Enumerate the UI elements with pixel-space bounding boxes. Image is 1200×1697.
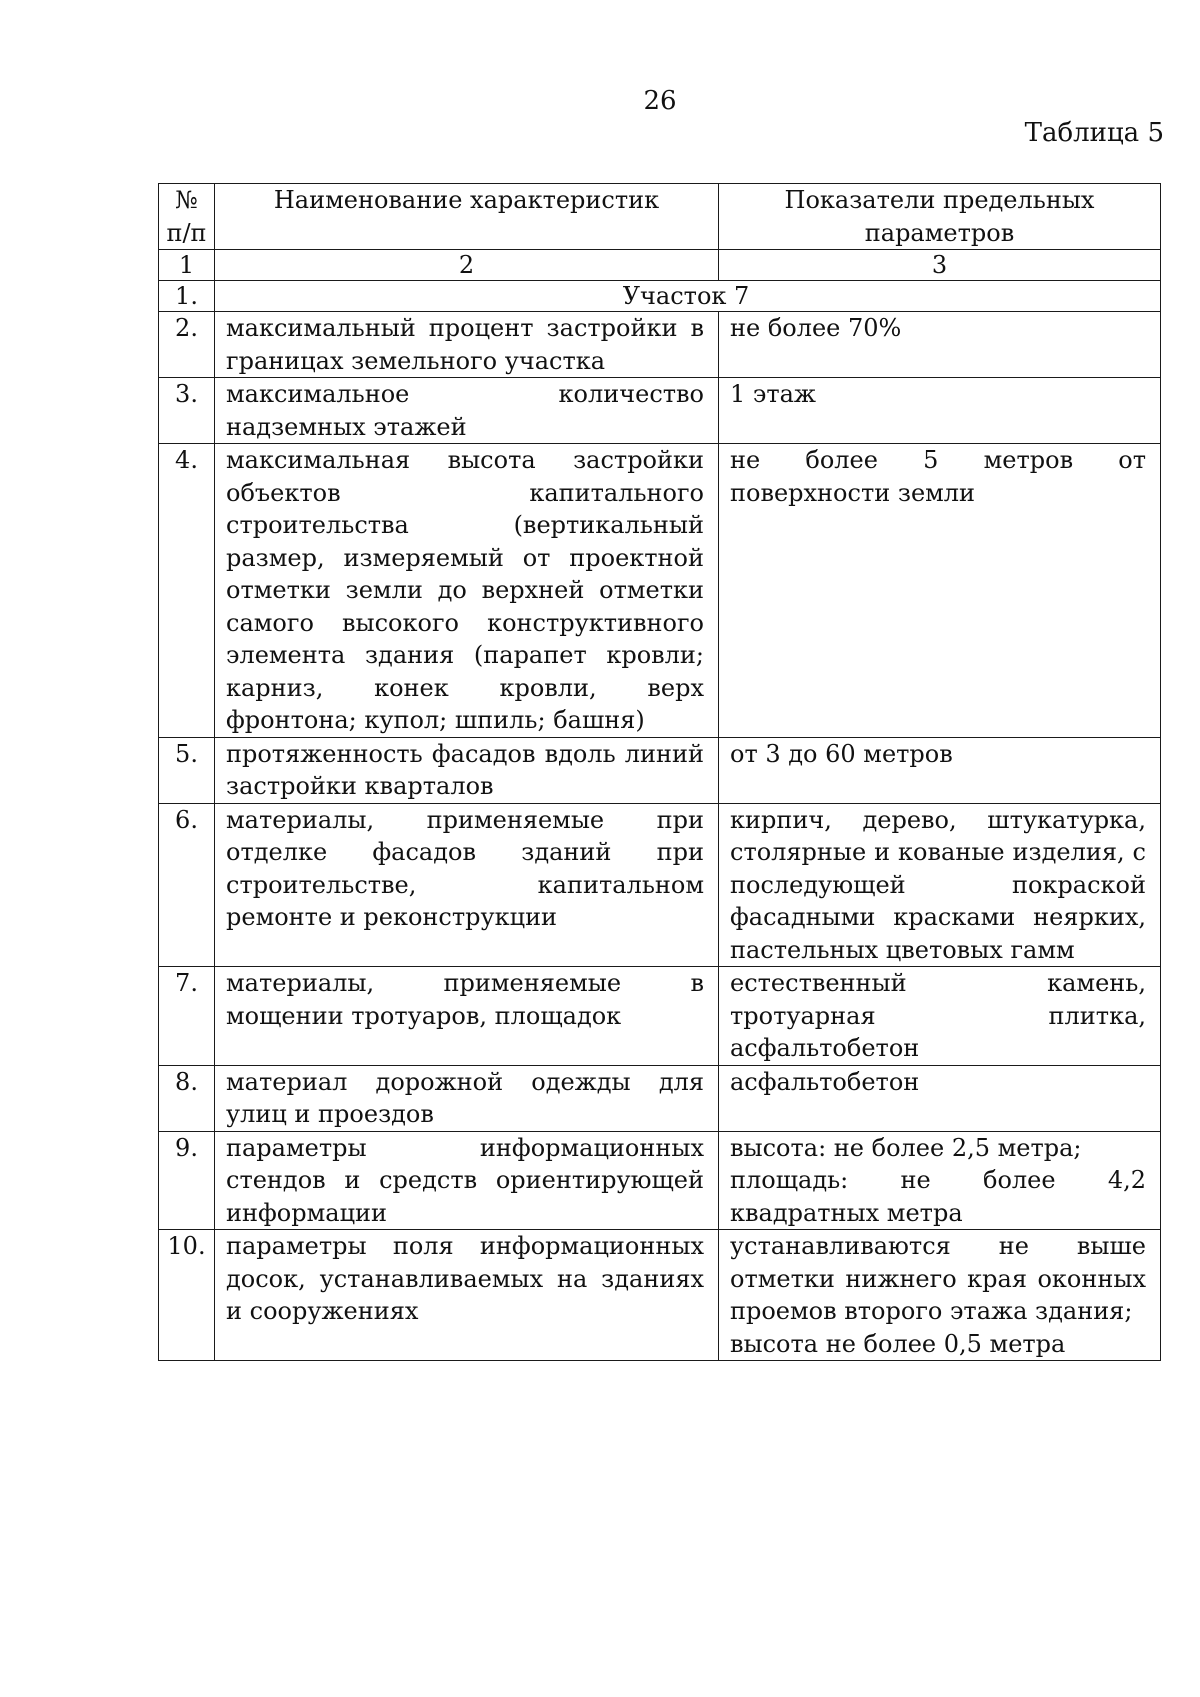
row-parameter-line: высота: не более 2,5 метра; — [730, 1133, 1082, 1162]
row-parameter — [719, 444, 1161, 738]
row-parameter-line: от 3 до 60 метров — [730, 739, 953, 768]
section-number: 1. — [159, 281, 215, 312]
page-number: 26 — [643, 86, 677, 116]
header-value-line-1: Показатели предельных — [784, 186, 1095, 214]
section-title: Участок 7 — [215, 281, 1161, 312]
header-number — [159, 184, 215, 250]
table-row — [159, 444, 1161, 738]
table-row — [159, 737, 1161, 803]
row-parameter — [719, 378, 1161, 444]
table-caption: Таблица 5 — [1024, 118, 1164, 148]
column-number-2: 2 — [215, 250, 719, 281]
row-number: 10. — [159, 1230, 215, 1361]
row-characteristic: материалы, применяемые в мощении тротуаров, площадок — [215, 967, 719, 1066]
row-parameter-line: площадь: не более 4,2 квадратных метра — [730, 1166, 1146, 1227]
row-characteristic: максимальная высота застройки объектов капитального строительства (вертикальный размер, измеряемый от проектной отметки земли до верхней отметки самого высокого конструктивного элемента здания (парапет кровли; карниз, конек кровли, верх фронтона; купол; шпиль; башня) — [215, 444, 719, 738]
header-name: Наименование характеристик — [215, 184, 719, 250]
row-parameter-line: асфальтобетон — [730, 1067, 920, 1096]
row-parameter-line: 1 этаж — [730, 380, 817, 408]
row-parameter-line: не более 70% — [730, 314, 902, 342]
column-number-3: 3 — [719, 250, 1161, 281]
row-number: 5. — [159, 737, 215, 803]
row-number: 6. — [159, 803, 215, 967]
header-number-line-1: № — [175, 186, 198, 214]
row-parameter — [719, 1065, 1161, 1131]
row-parameter-line: не более 5 метров от поверхности земли — [730, 446, 1146, 507]
row-number: 2. — [159, 312, 215, 378]
row-parameter-line: естественный камень, тротуарная плитка, асфальтобетон — [730, 969, 1146, 1062]
column-number-1: 1 — [159, 250, 215, 281]
row-number: 9. — [159, 1131, 215, 1230]
row-characteristic: параметры информационных стендов и средств ориентирующей информации — [215, 1131, 719, 1230]
row-parameter-line: высота не более 0,5 метра — [730, 1329, 1066, 1358]
row-parameter — [719, 312, 1161, 378]
row-parameter — [719, 803, 1161, 967]
table-row — [159, 1065, 1161, 1131]
table-row — [159, 312, 1161, 378]
parameters-table — [158, 183, 1161, 1361]
header-value-line-2: параметров — [864, 218, 1015, 247]
table-row — [159, 378, 1161, 444]
row-number: 3. — [159, 378, 215, 444]
row-parameter — [719, 967, 1161, 1066]
row-number: 4. — [159, 444, 215, 738]
row-parameter — [719, 1230, 1161, 1361]
row-characteristic: параметры поля информационных досок, устанавливаемых на зданиях и сооружениях — [215, 1230, 719, 1361]
row-number: 8. — [159, 1065, 215, 1131]
row-characteristic: материал дорожной одежды для улиц и проездов — [215, 1065, 719, 1131]
row-parameter — [719, 737, 1161, 803]
row-number: 7. — [159, 967, 215, 1066]
table-row — [159, 1230, 1161, 1361]
row-characteristic: протяженность фасадов вдоль линий застройки кварталов — [215, 737, 719, 803]
row-characteristic: максимальный процент застройки в границах земельного участка — [215, 312, 719, 378]
row-parameter-line: кирпич, дерево, штукатурка, столярные и кованые изделия, с последующей покраской фасадными красками неярких, пастельных цветовых гамм — [730, 805, 1146, 964]
table-row — [159, 1131, 1161, 1230]
section-row — [159, 281, 1161, 312]
header-value — [719, 184, 1161, 250]
row-characteristic: материалы, применяемые при отделке фасадов зданий при строительстве, капитальном ремонте и реконструкции — [215, 803, 719, 967]
table-row — [159, 967, 1161, 1066]
column-number-row — [159, 250, 1161, 281]
table-row — [159, 803, 1161, 967]
row-parameter — [719, 1131, 1161, 1230]
table-header-row — [159, 184, 1161, 250]
row-characteristic: максимальное количество надземных этажей — [215, 378, 719, 444]
header-number-line-2: п/п — [166, 218, 207, 247]
row-parameter-line: устанавливаются не выше отметки нижнего края оконных проемов второго этажа здания; — [730, 1232, 1146, 1325]
